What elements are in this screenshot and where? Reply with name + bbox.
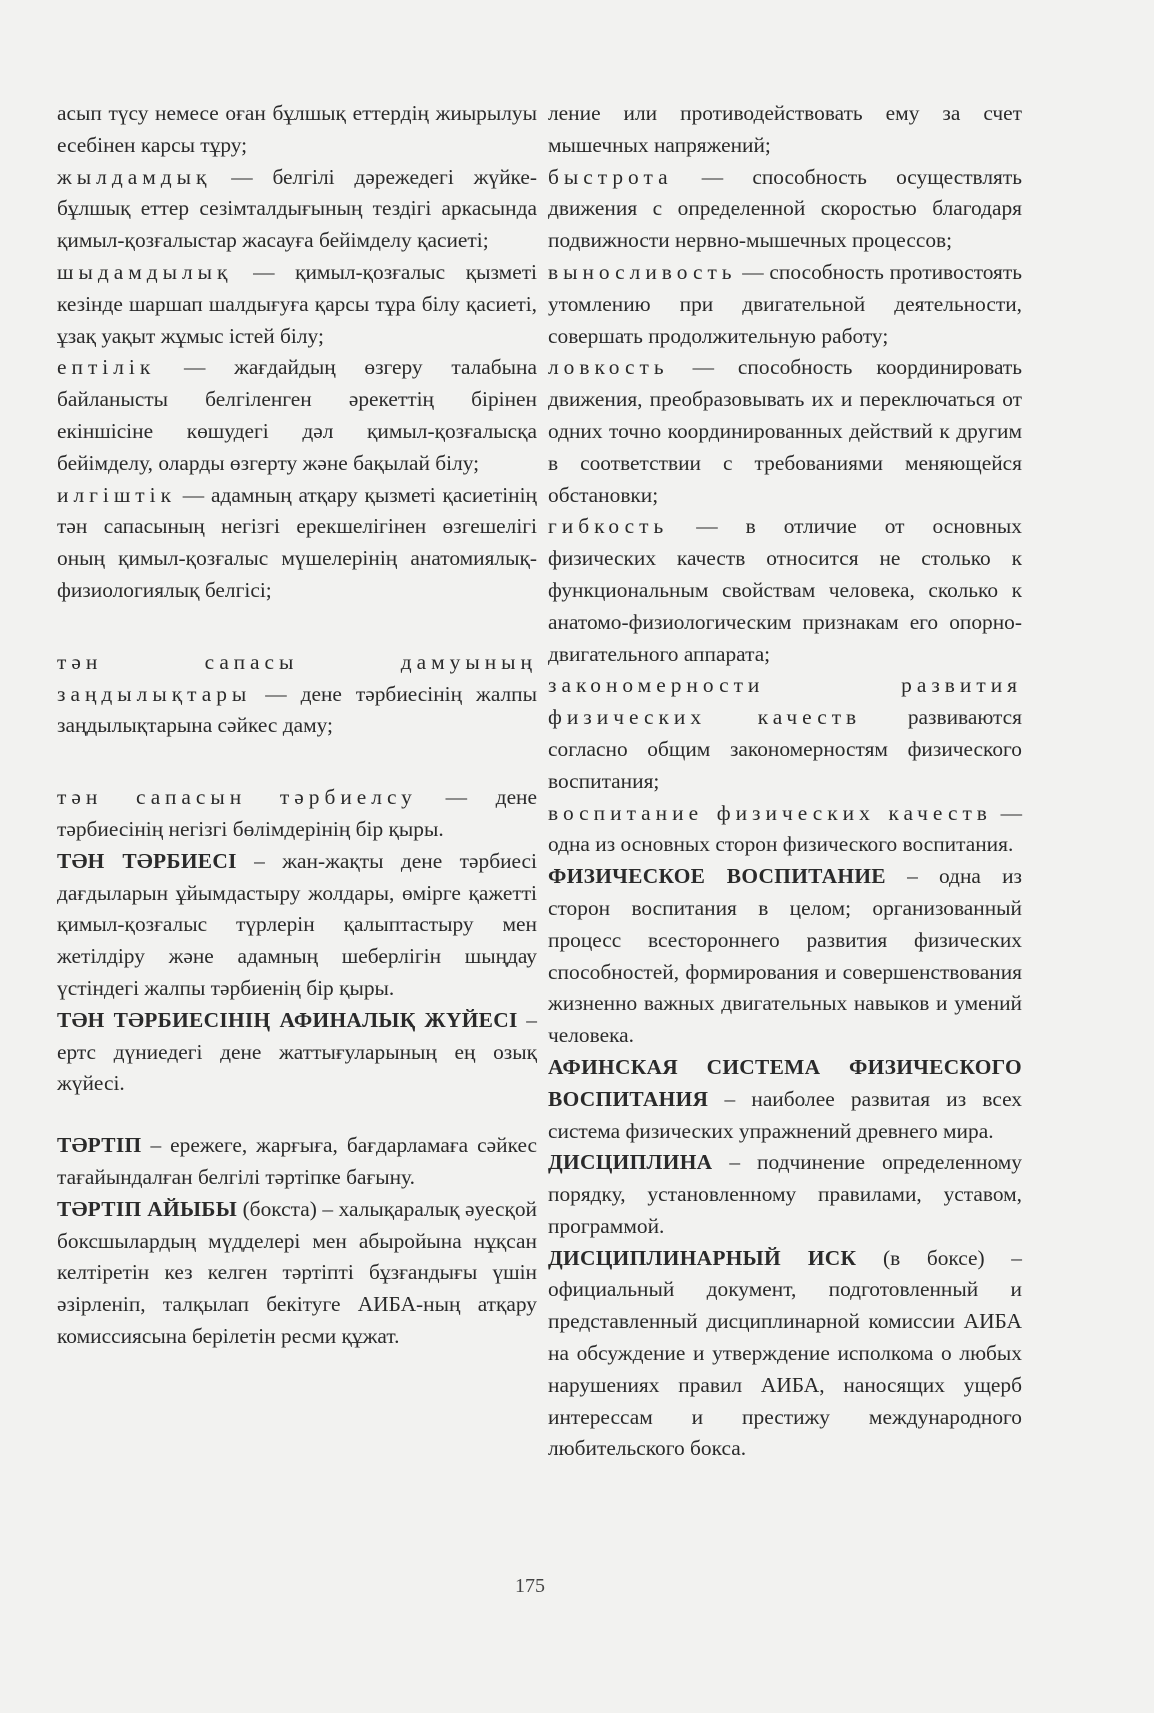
entry-vynoslivost [548, 257, 1022, 352]
right-column [548, 98, 1022, 1465]
page-number: 175 [515, 1575, 545, 1597]
definition: — способность координировать движения, преобразовывать их и переключаться от одних точно координированных действий к другим в соответствии с требованиями меняющейся обстановки; [548, 355, 1022, 507]
entry-zakonomernosti [548, 670, 1022, 797]
term-spaced: воспитание физических качеств [548, 800, 992, 825]
definition: развиваются согласно общим закономерностям физического воспитания; [548, 705, 1022, 793]
entry-shydamdylyk [57, 257, 537, 352]
entry-afinalyk-zhuiesi [57, 1005, 537, 1100]
entry-continuation [57, 98, 537, 162]
entry-tan-tarbiesi [57, 846, 537, 1005]
term-bold: АФИНСКАЯ СИСТЕМА ФИЗИЧЕСКОГО ВОСПИТАНИЯ [548, 1054, 1022, 1111]
definition: — одна из основных сторон физического воспитания. [548, 800, 1022, 857]
entry-afinskaya-sistema [548, 1052, 1022, 1147]
definition: — жағдайдың өзгеру талабына байланысты белгіленген әрекеттің бірінен екіншісіне көшудегі дәл қимыл-қозғалысқа бейімделу, оларды өзгерту және бақылай білу; [57, 355, 537, 475]
term-spaced: закономерности развития физических качеств [548, 673, 1022, 730]
definition: – одна из сторон воспитания в целом; организованный процесс всестороннего развития физических способностей, формирования и совершенствования жизненно важных двигательных навыков и умений человека. [548, 864, 1022, 1048]
definition: (бокста) – халықаралық әуесқой боксшылардың мүдделері мен абыройына нұқсан келтіретін кез келген тәртіпті бұзғандығы үшін әзірленіп, талқылап бекітуге АИБА-ның атқару комиссиясына берілетін ресми құжат. [57, 1196, 537, 1348]
entry-tan-sapasyn-tarbieleu [57, 782, 537, 846]
term-spaced: тән сапасы дамуының заңдылықтары [57, 649, 537, 706]
definition: – ертс дүниедегі дене жаттығуларының ең озық жүйесі. [57, 1007, 537, 1096]
definition: — белгілі дәрежедегі жүйке-бұлшық еттер сезімталдығының тездігі аркасында қимыл-қозғалыстар жасауға бейімделу қасиеті; [57, 164, 537, 253]
entry-zhyldamdyk [57, 162, 537, 257]
entry-text: ление или противодействовать ему за счет мышечных напряжений; [548, 101, 1022, 157]
entry-tartip [57, 1130, 537, 1194]
term-bold: ФИЗИЧЕСКОЕ ВОСПИТАНИЕ [548, 864, 886, 889]
entry-continuation [548, 98, 1022, 162]
definition: — адамның атқару қызметі қасиетінің тән сапасының негізгі ерекшелігінен өзгешелігі оның қимыл-қозғалыс мүшелерінің анатомиялық-физиологиялық белгісі; [57, 482, 537, 602]
term-spaced: быстрота [548, 164, 673, 189]
term-spaced: гибкость [548, 514, 669, 539]
term-bold: ТӘН ТӘРБИЕСІ [57, 848, 237, 873]
entry-disciplina [548, 1147, 1022, 1242]
definition: — дене тәрбиесінің негізгі бөлімдерінің бір қыры. [57, 785, 537, 841]
entry-ilgishtik [57, 480, 537, 607]
definition: — в отличие от основных физических качеств относится не столько к функциональным свойствам человека, сколько к анатомо-физиологическим признакам его опорно-двигательного аппарата; [548, 514, 1022, 666]
spacer [57, 607, 537, 647]
entry-disciplinarnyi-isk [548, 1243, 1022, 1466]
term-spaced: жылдамдық [57, 164, 212, 189]
entry-text: асып түсу немесе оған бұлшық еттердің жиырылуы есебінен карсы тұру; [57, 101, 537, 157]
definition: — способность осуществлять движения с определенной скоростью благодаря подвижности нервно-мышечных процессов; [548, 164, 1022, 253]
definition: — способность противостоять утомлению при двигательной деятельности, совершать продолжительную работу; [548, 259, 1022, 348]
term-bold: ДИСЦИПЛИНА [548, 1150, 713, 1175]
term-bold: ТӘРТІП [57, 1133, 142, 1158]
spacer [57, 1100, 537, 1130]
definition: (в боксе) – официальный документ, подготовленный и представленный дисциплинарной комиссии АИБА на обсуждение и утверждение исполкома о любых нарушениях правил АИБА, наносящих ущерб интерессам и престижу международного любительского бокса. [548, 1245, 1022, 1461]
entry-eptilik [57, 352, 537, 479]
left-column [57, 98, 537, 1353]
definition: – жан-жақты дене тәрбиесі дағдыларын ұйымдастыру жолдары, өмірге қажетті қимыл-қозғалыс түрлерін қалыптастыру мен жетілдіру және адамның шеберлігін шыңдау үстіндегі жалпы тәрбиенің бір қыры. [57, 848, 537, 1000]
entry-bystrota [548, 162, 1022, 257]
entry-vospitanie-kachestv [548, 798, 1022, 862]
entry-lovkost [548, 352, 1022, 511]
definition: – подчинение определенному порядку, установленному правилами, уставом, программой. [548, 1150, 1022, 1238]
definition: — дене тәрбиесінің жалпы заңдылықтарына сәйкес даму; [57, 681, 537, 738]
entry-gibkost [548, 511, 1022, 670]
term-spaced: шыдамдылық [57, 259, 233, 284]
entry-fizicheskoe-vospitanie [548, 861, 1022, 1052]
term-spaced: илгіштік [57, 482, 176, 507]
term-bold: ТӘРТІП АЙЫБЫ [57, 1196, 238, 1221]
spacer [57, 742, 537, 782]
term-spaced: тән сапасын тәрбиелсу [57, 785, 417, 810]
definition: – ережеге, жарғыға, бағдарламаға сәйкес тағайындалған белгілі тәртіпке бағыну. [57, 1133, 537, 1189]
term-spaced: ептілік [57, 355, 156, 380]
definition: – наиболее развитая из всех система физических упражнений древнего мира. [548, 1086, 1022, 1143]
entry-tartip-aiyby [57, 1194, 537, 1353]
definition: — қимыл-қозғалыс қызметі кезінде шаршап шалдығуға қарсы тұра білу қасиеті, ұзақ уақыт жұмыс істей білу; [57, 259, 537, 348]
term-bold: ДИСЦИПЛИНАРНЫЙ ИСК [548, 1245, 857, 1270]
term-spaced: выносливость [548, 259, 737, 284]
term-bold: ТӘН ТӘРБИЕСІНІҢ АФИНАЛЫҚ ЖҮЙЕСІ [57, 1007, 518, 1032]
entry-tan-sapasy-damuy [57, 647, 537, 742]
term-spaced: ловкость [548, 355, 669, 380]
